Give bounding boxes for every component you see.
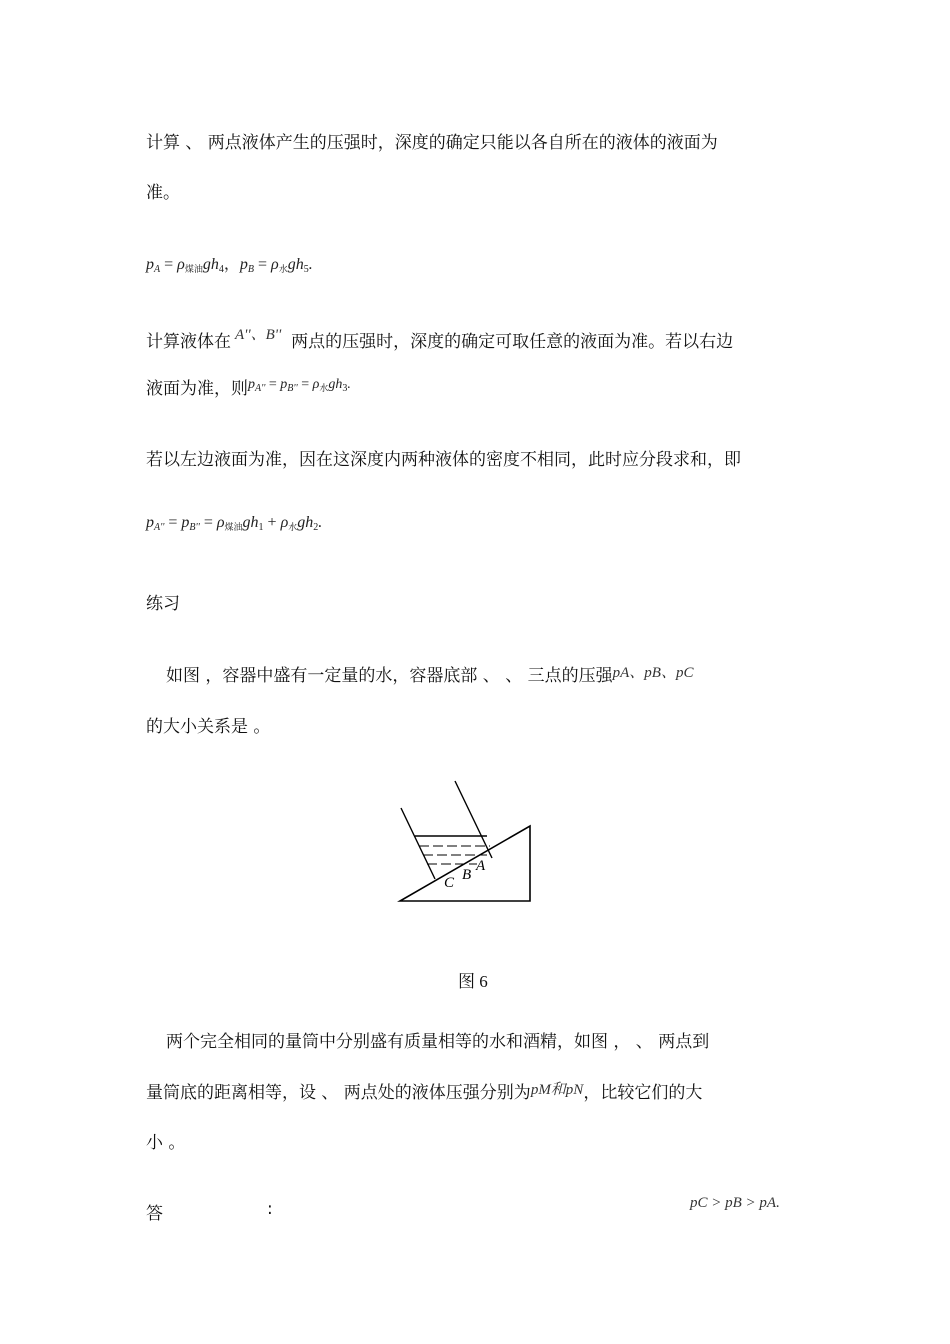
answer-value: pC > pB > pA. xyxy=(690,1195,780,1211)
question-text: ，比较它们的大 xyxy=(583,1083,703,1103)
container-left-wall xyxy=(401,808,435,879)
paragraph-line: 若以左边液面为准，因在这深度内两种液体的密度不相同，此时应分段求和，即 xyxy=(146,450,741,470)
formula-2: pA'' = pB'' = ρ水gh3. xyxy=(248,377,351,394)
point-label-c: C xyxy=(444,875,455,891)
answer-label: 答 xyxy=(146,1204,163,1224)
paragraph-text: 液面为准，则 xyxy=(146,379,248,399)
paragraph-line: 计算 、 两点液体产生的压强时，深度的确定只能以各自所在的液体的液面为 xyxy=(146,133,718,153)
paragraph-line: 准。 xyxy=(146,183,180,203)
paragraph-text: 两点的压强时，深度的确定可取任意的液面为准。若以右边 xyxy=(291,332,734,352)
question-2-line xyxy=(146,1078,702,1103)
question-2-line: 小 。 xyxy=(146,1133,186,1153)
question-1-line: 的大小关系是 。 xyxy=(146,717,271,737)
pressure-symbols: pM和pN xyxy=(530,1082,584,1098)
container-right-wall xyxy=(455,781,492,858)
container-figure xyxy=(395,778,535,906)
paragraph-text: 计算液体在 xyxy=(146,332,231,352)
question-1-line xyxy=(166,661,693,686)
question-text: 量筒底的距离相等，设 、 两点处的液体压强分别为 xyxy=(146,1083,531,1103)
pressure-symbols: pA、pB、pC xyxy=(612,665,694,681)
point-label-a: A xyxy=(476,858,486,874)
answer-colon: : xyxy=(267,1199,273,1219)
point-label-b: B xyxy=(462,867,472,883)
formula-1: $p_A = \rho$煤油$gh_4$，$p_B = \rho$水$gh_5$. xyxy=(146,256,313,275)
figure-caption: 图 6 xyxy=(458,972,488,991)
paragraph-line xyxy=(146,323,733,352)
point-labels: A''、B'' xyxy=(235,327,282,343)
question-text: 如图 ，容器中盛有一定量的水，容器底部 、 、 三点的压强 xyxy=(166,666,613,686)
practice-heading: 练习 xyxy=(146,594,180,614)
paragraph-line xyxy=(146,374,351,399)
formula-3: $p_{A''} = p_{B''} = \rho$煤油$gh_1 + \rho$水$gh_2$. xyxy=(146,514,323,533)
question-2-line: 两个完全相同的量筒中分别盛有质量相等的水和酒精，如图 ， 、 两点到 xyxy=(166,1032,710,1052)
